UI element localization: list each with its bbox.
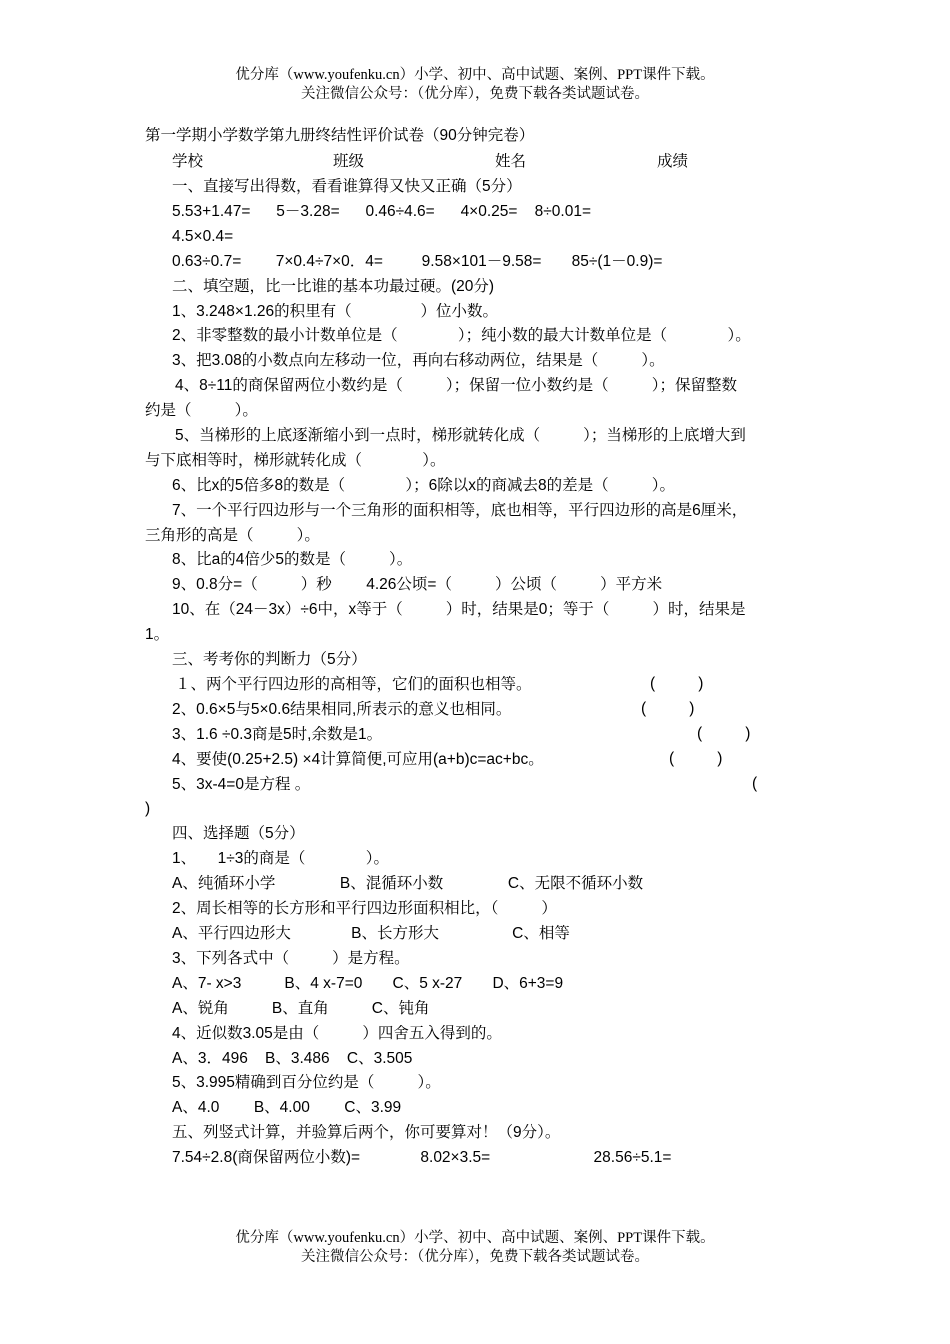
section-1-row-2: 4.5×0.4=: [172, 228, 234, 245]
choice-5: 5、3.995精确到百分位约是（ ）。: [172, 1074, 441, 1091]
question-2-6: 6、比x的5倍多8的数是（ ）；6除以x的商减去8的差是（ ）。: [172, 477, 675, 494]
question-2-9: 9、0.8分=（ ）秒 4.26公顷=（ ）公顷（ ）平方米: [172, 576, 663, 593]
question-2-1: 1、3.248×1.26的积里有（ ）位小数。: [172, 303, 499, 320]
judgement-5-answer-close[interactable]: ): [145, 800, 151, 817]
exam-title: 第一学期小学数学第九册终结性评价试卷（90分钟完卷）: [145, 127, 535, 144]
judgement-3: 3、1.6 ÷0.3商是5时,余数是1。: [172, 726, 383, 743]
judgement-5: 5、3x-4=0是方程 。: [172, 776, 311, 793]
section-2-heading: 二、填空题，比一比谁的基本功最过硬。(20分): [172, 278, 495, 295]
question-2-10: 10、在（24－3x）÷6中，x等于（ ）时，结果是0；等于（ ）时，结果是: [172, 601, 746, 618]
score-label: 成绩: [657, 153, 689, 170]
choice-2: 2、周长相等的长方形和平行四边形面积相比，（ ）: [172, 900, 557, 917]
question-2-4: 4、8÷11的商保留两位小数约是（ ）；保留一位小数约是（ ）；保留整数: [175, 377, 737, 394]
class-label: 班级: [333, 153, 365, 170]
choice-1: 1、 1÷3的商是（ ）。: [172, 850, 389, 867]
section-5-problems: 7.54÷2.8(商保留两位小数)= 8.02×3.5= 28.56÷5.1=: [172, 1149, 672, 1166]
header-line-1: 优分库（www.youfenku.cn）小学、初中、高中试题、案例、PPT课件下载。: [235, 67, 715, 83]
section-1-heading: 一、直接写出得数，看看谁算得又快又正确（5分）: [172, 178, 522, 195]
section-1-row-1: 5.53+1.47= 5－3.28= 0.46÷4.6= 4×0.25= 8÷0.01=: [172, 203, 592, 220]
question-2-5: 5、当梯形的上底逐渐缩小到一点时，梯形就转化成（ ）；当梯形的上底增大到: [175, 427, 746, 444]
judgement-4-answer[interactable]: ( ): [669, 750, 723, 767]
choice-3: 3、下列各式中（ ）是方程。: [172, 950, 410, 967]
judgement-1: １、两个平行四边形的高相等，它们的面积也相等。: [175, 676, 532, 693]
choice-1-options: A、纯循环小学 B、混循环小数 C、无限不循环小数: [172, 875, 644, 892]
section-4-heading: 四、选择题（5分）: [172, 825, 305, 842]
judgement-2-answer[interactable]: ( ): [641, 700, 695, 717]
judgement-1-answer[interactable]: ( ): [650, 675, 704, 692]
question-2-10-cont: 1。: [145, 626, 170, 643]
choice-4: 4、近似数3.05是由（ ）四舍五入得到的。: [172, 1025, 502, 1042]
judgement-5-answer-open[interactable]: (: [752, 775, 758, 792]
footer-line-2: 关注微信公众号：（优分库），免费下载各类试题试卷。: [301, 1249, 649, 1265]
header-line-2: 关注微信公众号：（优分库），免费下载各类试题试卷。: [301, 86, 649, 102]
section-3-heading: 三、考考你的判断力（5分）: [172, 651, 367, 668]
name-label: 姓名: [495, 153, 527, 170]
choice-3-options-2: A、锐角 B、直角 C、钝角: [172, 1000, 430, 1017]
choice-3-options: A、7- x>3 B、4 x-7=0 C、5 x-27 D、6+3=9: [172, 975, 564, 992]
choice-4-options: A、3．496 B、3.486 C、3.505: [172, 1050, 413, 1067]
question-2-2: 2、非零整数的最小计数单位是（ ）；纯小数的最大计数单位是（ ）。: [172, 327, 751, 344]
question-2-8: 8、比a的4倍少5的数是（ ）。: [172, 551, 413, 568]
section-5-heading: 五、列竖式计算，并验算后两个，你可要算对！（9分）。: [172, 1124, 561, 1141]
judgement-2: 2、0.6×5与5×0.6结果相同,所表示的意义也相同。: [172, 701, 512, 718]
question-2-4-cont: 约是（ ）。: [145, 402, 258, 419]
choice-2-options: A、平行四边形大 B、长方形大 C、相等: [172, 925, 570, 942]
page-header: [0, 66, 950, 104]
question-2-7-cont: 三角形的高是（ ）。: [145, 527, 320, 544]
judgement-3-answer[interactable]: ( ): [697, 725, 751, 742]
choice-5-options: A、4.0 B、4.00 C、3.99: [172, 1099, 402, 1116]
school-label: 学校: [172, 153, 204, 170]
section-1-row-3: 0.63÷0.7= 7×0.4÷7×0．4= 9.58×101－9.58= 85÷(1－0.9)=: [172, 253, 663, 270]
footer-line-1: 优分库（www.youfenku.cn）小学、初中、高中试题、案例、PPT课件下载。: [235, 1230, 715, 1246]
page-footer: [0, 1229, 950, 1267]
question-2-5-cont: 与下底相等时，梯形就转化成（ ）。: [145, 452, 446, 469]
question-2-7: 7、一个平行四边形与一个三角形的面积相等，底也相等，平行四边形的高是6厘米，: [172, 502, 748, 519]
judgement-4: 4、要使(0.25+2.5) ×4计算简便,可应用(a+b)c=ac+bc。: [172, 751, 544, 768]
question-2-3: 3、把3.08的小数点向左移动一位，再向右移动两位，结果是（ ）。: [172, 352, 665, 369]
